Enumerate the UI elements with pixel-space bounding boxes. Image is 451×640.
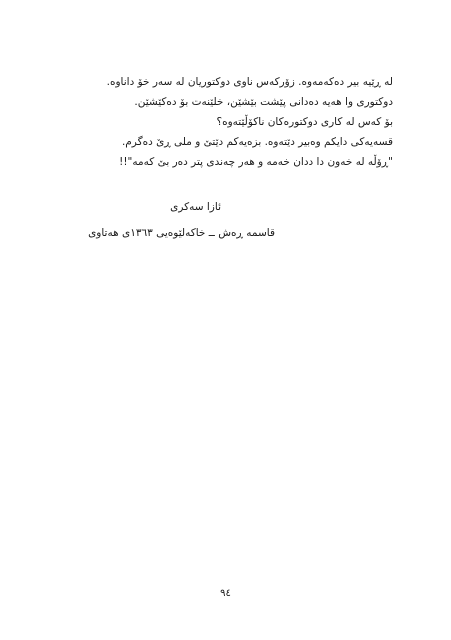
paragraph-line-4: قسەیەکی دایکم وەبیر دێتەوە. بزەیەکم دێتێ و ملی ڕێ دەگرم. (121, 136, 393, 148)
body-paragraph (53, 72, 393, 172)
paragraph-line-5: "ڕۆڵە لە خەون دا ددان خەمە و هەر چەندی پتر دەر بێ کەمە"!! (119, 156, 393, 168)
paragraph-line-2: دوکتوری وا هەیە دەدانی پێشت بێشێن، خلێنەت بۆ دەکێشێن. (134, 96, 393, 108)
page-number: ٩٤ (220, 588, 231, 599)
paragraph-line-3: بۆ کەس لە کاری دوکتورەکان ناکۆڵێتەوە؟ (216, 116, 393, 128)
place-and-date: قاسمە ڕەش ــ خاکەلێوەیی ١٣٦٣ی هەتاوی (88, 227, 275, 239)
paragraph-line-1: لە ڕێیە بیر دەکەمەوە. زۆرکەس ناوی دوکتوریان لە سەر خۆ داناوە. (106, 76, 393, 88)
author-name: ئازا سەکری (170, 201, 221, 213)
